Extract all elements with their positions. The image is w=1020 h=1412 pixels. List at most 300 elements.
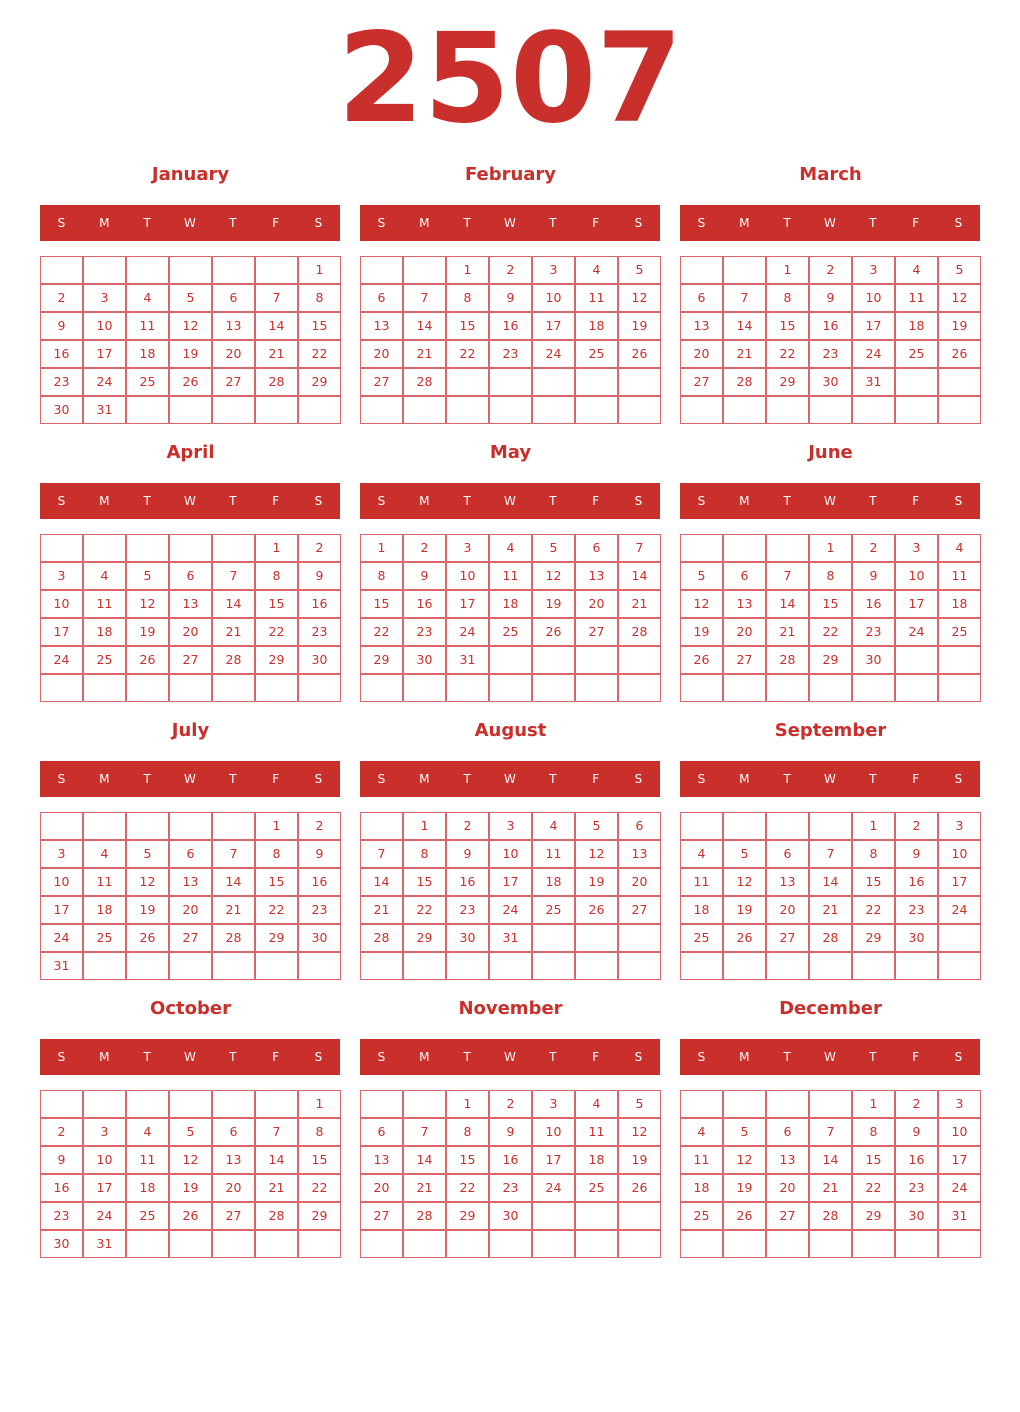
weekday-label: T (229, 494, 237, 508)
day-cell: 13 (680, 312, 723, 340)
day-cell: 22 (360, 618, 403, 646)
day-grid (360, 534, 661, 703)
weekday-header (360, 205, 660, 241)
day-cell: 16 (298, 590, 341, 618)
day-cell: 18 (126, 1174, 169, 1202)
day-cell: 2 (298, 812, 341, 840)
day-cell: 30 (489, 1202, 532, 1230)
empty-day-cell (723, 812, 766, 840)
empty-day-cell (723, 952, 766, 980)
empty-day-cell (212, 1230, 255, 1258)
day-cell: 14 (766, 590, 809, 618)
weekday-header (40, 483, 340, 519)
day-cell: 7 (403, 1118, 446, 1146)
day-cell: 18 (83, 896, 126, 924)
month-name: May (489, 442, 532, 463)
weekday-label: W (824, 772, 836, 786)
day-cell: 20 (618, 868, 661, 896)
month-name: April (166, 442, 215, 463)
day-cell: 10 (532, 1118, 575, 1146)
weekday-label: T (463, 494, 471, 508)
day-cell: 18 (895, 312, 938, 340)
month-name: July (171, 720, 210, 741)
empty-day-cell (618, 368, 661, 396)
day-cell: 26 (723, 924, 766, 952)
day-cell: 9 (809, 284, 852, 312)
empty-day-cell (532, 924, 575, 952)
day-cell: 20 (360, 340, 403, 368)
day-cell: 8 (360, 562, 403, 590)
day-cell: 17 (83, 1174, 126, 1202)
day-cell: 17 (446, 590, 489, 618)
day-cell: 10 (40, 868, 83, 896)
day-cell: 15 (446, 1146, 489, 1174)
weekday-label: S (697, 772, 706, 786)
empty-day-cell (360, 396, 403, 424)
empty-day-cell (532, 952, 575, 980)
day-cell: 18 (83, 618, 126, 646)
weekday-label: F (272, 216, 280, 230)
weekday-label: S (697, 216, 706, 230)
day-cell: 5 (169, 1118, 212, 1146)
day-cell: 27 (212, 1202, 255, 1230)
day-cell: 25 (532, 896, 575, 924)
weekday-header (40, 1039, 340, 1075)
day-cell: 25 (680, 1202, 723, 1230)
day-cell: 2 (809, 256, 852, 284)
day-cell: 27 (169, 646, 212, 674)
day-cell: 25 (126, 368, 169, 396)
day-cell: 18 (126, 340, 169, 368)
day-cell: 25 (938, 618, 981, 646)
empty-day-cell (360, 674, 403, 702)
day-cell: 20 (766, 1174, 809, 1202)
day-cell: 26 (532, 618, 575, 646)
day-cell: 8 (852, 1118, 895, 1146)
day-cell: 17 (895, 590, 938, 618)
empty-day-cell (489, 674, 532, 702)
day-cell: 22 (852, 1174, 895, 1202)
weekday-label: T (783, 494, 791, 508)
day-cell: 4 (126, 1118, 169, 1146)
day-cell: 30 (895, 1202, 938, 1230)
day-cell: 12 (938, 284, 981, 312)
day-cell: 6 (212, 1118, 255, 1146)
empty-day-cell (255, 256, 298, 284)
weekday-label: W (824, 216, 836, 230)
day-cell: 6 (618, 812, 661, 840)
weekday-label: W (504, 494, 516, 508)
day-cell: 11 (126, 1146, 169, 1174)
empty-day-cell (83, 256, 126, 284)
empty-day-cell (126, 952, 169, 980)
day-cell: 14 (403, 1146, 446, 1174)
weekday-header (360, 1039, 660, 1075)
day-cell: 12 (680, 590, 723, 618)
day-grid (360, 256, 661, 425)
day-cell: 28 (723, 368, 766, 396)
weekday-label: W (184, 216, 196, 230)
day-cell: 8 (446, 284, 489, 312)
day-grid (40, 812, 341, 981)
day-cell: 21 (212, 896, 255, 924)
day-cell: 13 (766, 1146, 809, 1174)
day-grid (40, 256, 341, 425)
empty-day-cell (809, 1230, 852, 1258)
empty-day-cell (575, 368, 618, 396)
day-cell: 24 (40, 924, 83, 952)
day-cell: 27 (360, 368, 403, 396)
day-cell: 9 (489, 1118, 532, 1146)
weekday-label: W (184, 1050, 196, 1064)
day-cell: 7 (212, 840, 255, 868)
day-cell: 10 (83, 312, 126, 340)
weekday-label: S (57, 494, 66, 508)
weekday-label: S (634, 1050, 643, 1064)
empty-day-cell (766, 674, 809, 702)
empty-day-cell (938, 646, 981, 674)
empty-day-cell (212, 396, 255, 424)
weekday-label: F (592, 494, 600, 508)
weekday-label: M (419, 216, 430, 230)
empty-day-cell (255, 1090, 298, 1118)
day-cell: 20 (169, 618, 212, 646)
day-cell: 23 (895, 1174, 938, 1202)
day-cell: 19 (723, 896, 766, 924)
day-cell: 10 (40, 590, 83, 618)
day-cell: 30 (446, 924, 489, 952)
day-cell: 29 (403, 924, 446, 952)
month-july (40, 716, 341, 986)
empty-day-cell (446, 396, 489, 424)
empty-day-cell (618, 646, 661, 674)
day-cell: 25 (489, 618, 532, 646)
day-cell: 29 (255, 924, 298, 952)
weekday-label: M (99, 216, 110, 230)
empty-day-cell (895, 1230, 938, 1258)
weekday-label: F (912, 772, 920, 786)
empty-day-cell (255, 952, 298, 980)
day-cell: 4 (895, 256, 938, 284)
day-cell: 17 (40, 618, 83, 646)
day-cell: 16 (40, 340, 83, 368)
day-cell: 27 (212, 368, 255, 396)
weekday-label: S (954, 772, 963, 786)
day-cell: 15 (360, 590, 403, 618)
day-cell: 13 (212, 1146, 255, 1174)
day-cell: 14 (809, 868, 852, 896)
day-cell: 19 (169, 340, 212, 368)
day-cell: 8 (852, 840, 895, 868)
empty-day-cell (532, 1202, 575, 1230)
day-cell: 30 (298, 924, 341, 952)
day-cell: 28 (212, 646, 255, 674)
empty-day-cell (169, 1230, 212, 1258)
day-cell: 11 (938, 562, 981, 590)
month-august (360, 716, 661, 986)
day-cell: 18 (680, 896, 723, 924)
day-cell: 19 (938, 312, 981, 340)
weekday-label: F (912, 1050, 920, 1064)
weekday-header (360, 483, 660, 519)
day-cell: 15 (298, 312, 341, 340)
day-cell: 22 (766, 340, 809, 368)
day-grid (680, 1090, 981, 1259)
day-cell: 8 (255, 840, 298, 868)
weekday-label: S (314, 1050, 323, 1064)
month-name: March (799, 164, 862, 185)
day-cell: 31 (40, 952, 83, 980)
day-grid (680, 534, 981, 703)
day-cell: 10 (83, 1146, 126, 1174)
day-cell: 18 (575, 1146, 618, 1174)
weekday-label: W (824, 1050, 836, 1064)
day-cell: 6 (360, 284, 403, 312)
day-cell: 2 (489, 1090, 532, 1118)
day-cell: 1 (852, 1090, 895, 1118)
day-cell: 24 (83, 1202, 126, 1230)
day-cell: 18 (489, 590, 532, 618)
empty-day-cell (126, 534, 169, 562)
day-cell: 20 (680, 340, 723, 368)
weekday-label: S (634, 494, 643, 508)
empty-day-cell (723, 1230, 766, 1258)
weekday-label: S (57, 216, 66, 230)
day-cell: 14 (255, 312, 298, 340)
day-cell: 24 (938, 896, 981, 924)
day-cell: 29 (446, 1202, 489, 1230)
day-cell: 31 (446, 646, 489, 674)
day-cell: 24 (938, 1174, 981, 1202)
weekday-label: S (954, 216, 963, 230)
day-cell: 10 (489, 840, 532, 868)
day-cell: 31 (489, 924, 532, 952)
day-cell: 24 (40, 646, 83, 674)
day-cell: 10 (938, 840, 981, 868)
day-cell: 15 (852, 868, 895, 896)
empty-day-cell (360, 256, 403, 284)
day-cell: 11 (489, 562, 532, 590)
day-cell: 7 (255, 284, 298, 312)
day-cell: 8 (255, 562, 298, 590)
day-cell: 21 (618, 590, 661, 618)
weekday-label: T (229, 772, 237, 786)
day-cell: 13 (618, 840, 661, 868)
empty-day-cell (403, 1230, 446, 1258)
day-cell: 20 (360, 1174, 403, 1202)
day-cell: 26 (723, 1202, 766, 1230)
day-cell: 11 (895, 284, 938, 312)
empty-day-cell (360, 1090, 403, 1118)
empty-day-cell (938, 396, 981, 424)
day-cell: 15 (255, 868, 298, 896)
day-cell: 12 (126, 868, 169, 896)
day-cell: 5 (532, 534, 575, 562)
empty-day-cell (532, 396, 575, 424)
empty-day-cell (680, 1230, 723, 1258)
day-cell: 14 (212, 868, 255, 896)
weekday-label: S (314, 216, 323, 230)
month-january (40, 160, 341, 430)
day-cell: 5 (575, 812, 618, 840)
day-grid (40, 1090, 341, 1259)
day-cell: 15 (403, 868, 446, 896)
empty-day-cell (446, 674, 489, 702)
day-cell: 1 (852, 812, 895, 840)
day-cell: 13 (766, 868, 809, 896)
day-cell: 3 (83, 1118, 126, 1146)
day-cell: 7 (809, 840, 852, 868)
weekday-label: W (184, 772, 196, 786)
empty-day-cell (618, 924, 661, 952)
empty-day-cell (83, 812, 126, 840)
day-cell: 27 (360, 1202, 403, 1230)
day-cell: 7 (723, 284, 766, 312)
weekday-label: T (229, 216, 237, 230)
day-cell: 6 (212, 284, 255, 312)
day-cell: 19 (532, 590, 575, 618)
month-november (360, 994, 661, 1264)
empty-day-cell (895, 674, 938, 702)
empty-day-cell (575, 646, 618, 674)
day-grid (40, 534, 341, 703)
day-cell: 18 (680, 1174, 723, 1202)
empty-day-cell (680, 952, 723, 980)
weekday-label: F (592, 1050, 600, 1064)
empty-day-cell (575, 1230, 618, 1258)
day-cell: 28 (212, 924, 255, 952)
day-cell: 12 (126, 590, 169, 618)
day-cell: 12 (618, 1118, 661, 1146)
day-cell: 25 (575, 340, 618, 368)
day-cell: 4 (575, 256, 618, 284)
day-cell: 20 (766, 896, 809, 924)
empty-day-cell (40, 674, 83, 702)
weekday-label: S (954, 1050, 963, 1064)
empty-day-cell (403, 396, 446, 424)
weekday-label: T (783, 1050, 791, 1064)
day-cell: 20 (169, 896, 212, 924)
empty-day-cell (532, 368, 575, 396)
day-cell: 23 (895, 896, 938, 924)
month-june (680, 438, 981, 708)
day-cell: 15 (852, 1146, 895, 1174)
weekday-label: T (143, 216, 151, 230)
day-cell: 9 (298, 562, 341, 590)
day-cell: 4 (489, 534, 532, 562)
empty-day-cell (766, 812, 809, 840)
weekday-header (360, 761, 660, 797)
empty-day-cell (618, 396, 661, 424)
empty-day-cell (938, 674, 981, 702)
day-cell: 5 (126, 840, 169, 868)
day-cell: 30 (852, 646, 895, 674)
weekday-header (40, 205, 340, 241)
month-name: October (150, 998, 231, 1019)
month-april (40, 438, 341, 708)
day-cell: 9 (40, 1146, 83, 1174)
day-cell: 25 (126, 1202, 169, 1230)
day-cell: 4 (83, 840, 126, 868)
day-cell: 26 (169, 368, 212, 396)
day-cell: 22 (446, 1174, 489, 1202)
day-cell: 10 (895, 562, 938, 590)
empty-day-cell (446, 952, 489, 980)
day-cell: 30 (809, 368, 852, 396)
day-cell: 19 (126, 896, 169, 924)
day-cell: 16 (489, 312, 532, 340)
day-cell: 2 (40, 284, 83, 312)
day-cell: 15 (255, 590, 298, 618)
empty-day-cell (532, 674, 575, 702)
day-cell: 19 (618, 312, 661, 340)
day-cell: 29 (809, 646, 852, 674)
weekday-label: T (143, 494, 151, 508)
day-cell: 13 (169, 590, 212, 618)
day-cell: 28 (618, 618, 661, 646)
empty-day-cell (83, 1090, 126, 1118)
day-cell: 23 (852, 618, 895, 646)
weekday-label: T (463, 216, 471, 230)
weekday-header (680, 761, 980, 797)
month-march (680, 160, 981, 430)
day-cell: 25 (575, 1174, 618, 1202)
day-cell: 9 (298, 840, 341, 868)
empty-day-cell (895, 952, 938, 980)
day-cell: 23 (809, 340, 852, 368)
day-cell: 8 (809, 562, 852, 590)
day-cell: 27 (575, 618, 618, 646)
day-cell: 30 (403, 646, 446, 674)
weekday-header (680, 1039, 980, 1075)
weekday-label: T (143, 772, 151, 786)
day-cell: 10 (938, 1118, 981, 1146)
empty-day-cell (766, 534, 809, 562)
weekday-header (680, 205, 980, 241)
day-cell: 30 (895, 924, 938, 952)
empty-day-cell (212, 674, 255, 702)
empty-day-cell (360, 952, 403, 980)
day-cell: 3 (938, 1090, 981, 1118)
day-cell: 8 (446, 1118, 489, 1146)
empty-day-cell (212, 534, 255, 562)
weekday-label: W (824, 494, 836, 508)
day-cell: 23 (40, 1202, 83, 1230)
day-cell: 16 (852, 590, 895, 618)
empty-day-cell (212, 1090, 255, 1118)
day-cell: 29 (255, 646, 298, 674)
day-cell: 21 (403, 1174, 446, 1202)
day-cell: 9 (489, 284, 532, 312)
day-cell: 10 (446, 562, 489, 590)
empty-day-cell (298, 952, 341, 980)
weekday-label: T (549, 1050, 557, 1064)
day-cell: 11 (83, 590, 126, 618)
weekday-label: T (869, 1050, 877, 1064)
empty-day-cell (169, 674, 212, 702)
empty-day-cell (809, 812, 852, 840)
day-cell: 7 (809, 1118, 852, 1146)
day-cell: 21 (809, 1174, 852, 1202)
day-cell: 9 (446, 840, 489, 868)
weekday-label: M (739, 494, 750, 508)
day-grid (680, 812, 981, 981)
weekday-label: T (869, 772, 877, 786)
day-cell: 15 (766, 312, 809, 340)
weekday-label: M (419, 494, 430, 508)
day-cell: 18 (532, 868, 575, 896)
month-october (40, 994, 341, 1264)
